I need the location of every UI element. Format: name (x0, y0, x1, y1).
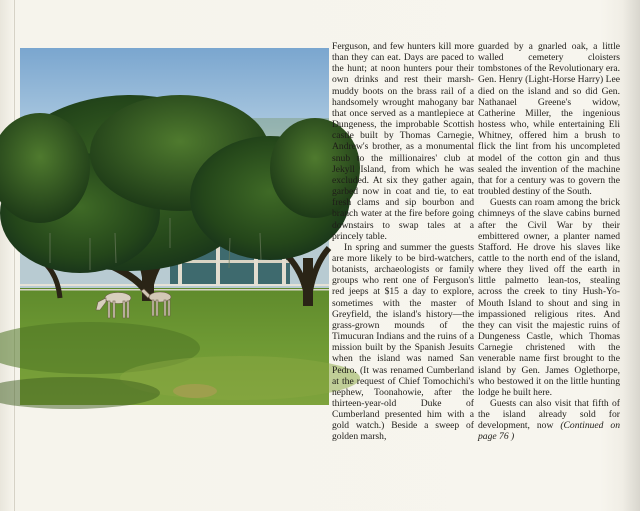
article-column-left (332, 41, 474, 443)
paragraph (478, 398, 620, 443)
article-column-right (478, 41, 621, 443)
paragraph: guarded by a gnarled oak, a little walled cemetery cloisters tombstones of the Revolutionary era. Gen. Henry (Light-Horse Harry) Lee died on the island and so did Gen. Nathanael Greene's widow, Catherine Miller, the ingenious hostess who, while entertaining Eli Whitney, offered him a brush to flick the lint from his uncompleted model of the cotton gin and thus sealed the invention of the machine that for a century was to govern the troubled destiny of the South. (478, 41, 621, 198)
continuation-note: (Continued on page 76 ) (478, 420, 620, 443)
paragraph-text: Guests can also visit that fifth of the island already sold for development, now (478, 398, 620, 432)
paragraph: Ferguson, and few hunters kill more than they can eat. Days are paced to the hunt; at noon hunters pour their own drinks and rest their marsh-muddy boots on the brass rail of a handsomely wrought mahogany bar that once served as a mantlepiece at Dungeness, the improbable Scottish castle built by Thomas Carnegie, Andrew's brother, as a monumental snub to the millionaires' club at Jekyll Island, from which he was excluded. At six they gather again, garbed now in coat and tie, to eat fresh clams and sip bourbon and branch water at the fire before going downstairs to swap tales at a princely table. (332, 41, 474, 242)
paragraph: Guests can roam among the brick chimneys of the slave cabins burned after the Civil War by their embittered owner, a planter named Stafford. He drove his slaves like cattle to the north end of the island, where they lived off the earth in little palmetto lean-tos, stealing across the creek to tiny Hush-Yo-Mouth Island to shout and sing in impassioned religious rites. And they can visit the majestic ruins of Dungeness Castle, which Thomas Carnegie christened with the venerable name first brought to the island by Gen. James Oglethorpe, who bestowed it on the little hunting lodge he built here. (478, 197, 620, 398)
book-spine-shadow (622, 0, 640, 511)
oak-trees-horses-illustration (20, 48, 329, 405)
paragraph: In spring and summer the guests are more likely to be bird-watchers, botanists, archaeologists or family groups who rent one of Ferguson's red jeeps at $15 a day to explore, sometimes with the master of Greyfield, the island's history—the grass-grown mounds of the Timucuran Indians and the ruins of a mission built by the Spanish Jesuits when the island was named San Pedro. (It was renamed Cumberland at the request of Chief Tomochichi's nephew, Toonahowie, after the thirteen-year-old Duke of Cumberland presented him with a gold watch.) Beside a sweep of golden marsh, (332, 241, 474, 443)
page-edge-line (14, 0, 15, 511)
landscape-photo (20, 48, 329, 405)
